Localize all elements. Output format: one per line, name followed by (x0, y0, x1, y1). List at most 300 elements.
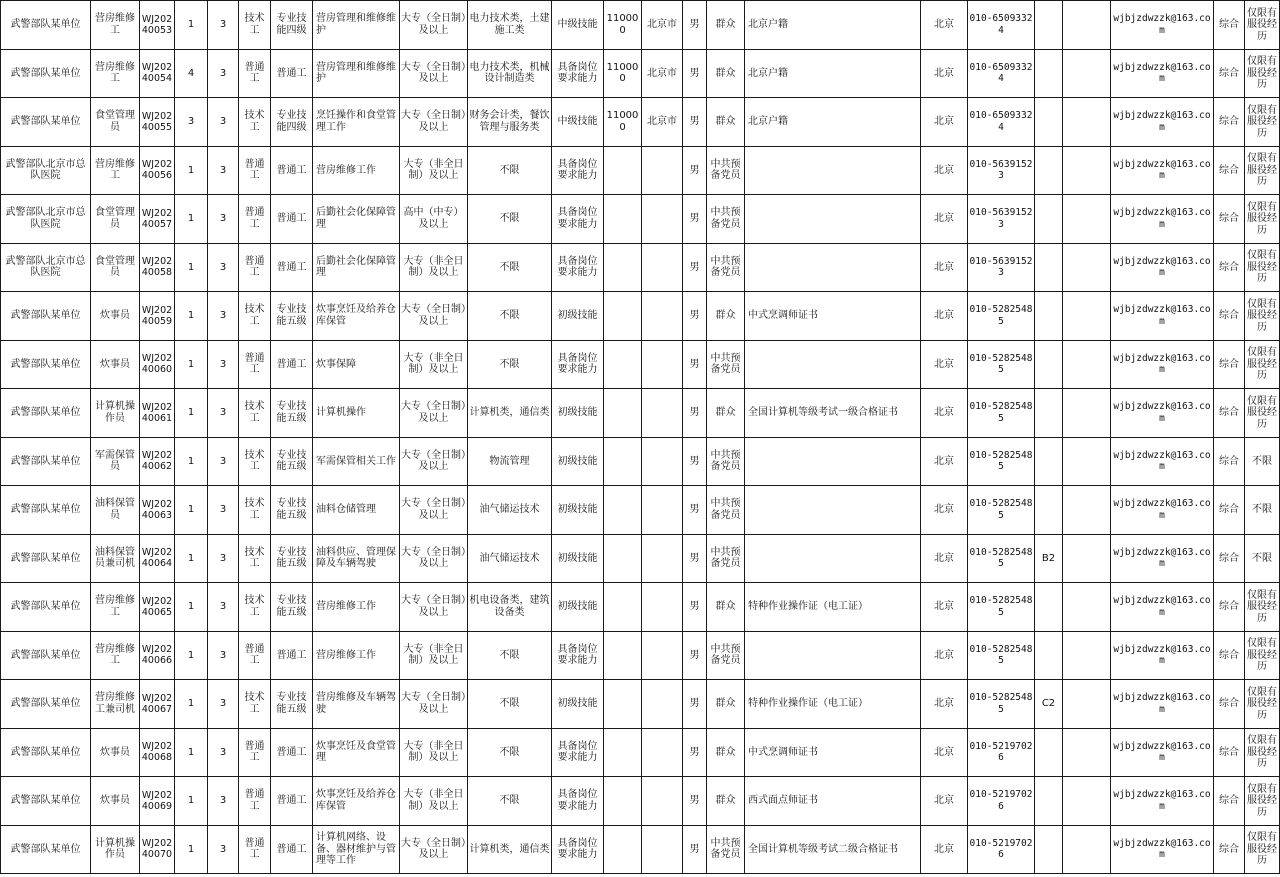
salary-cell (604, 340, 642, 389)
skill-requirement-cell: 初级技能 (552, 389, 604, 438)
major-cell: 财务会计类，餐饮管理与服务类 (468, 98, 552, 147)
duty-cell: 营房维修工作 (313, 583, 400, 632)
attempts-cell: 3 (208, 437, 239, 486)
skill-requirement-cell: 初级技能 (552, 680, 604, 729)
certificate-cell: 中式烹调师证书 (745, 728, 921, 777)
job-type-cell: 技术工 (239, 1, 271, 50)
household-cell (642, 389, 683, 438)
skill-requirement-cell: 具备岗位要求能力 (552, 243, 604, 292)
household-cell (642, 486, 683, 535)
education-cell: 大专（全日制）及以上 (400, 437, 468, 486)
service-requirement-cell: 仅限有服役经历 (1245, 583, 1280, 632)
salary-cell (604, 825, 642, 874)
work-location-cell: 北京 (921, 146, 968, 195)
duty-cell: 后勤社会化保障管理 (313, 195, 400, 244)
skill-level-cell: 普通工 (271, 777, 313, 826)
table-row (1, 728, 1280, 777)
education-cell: 大专（全日制）及以上 (400, 486, 468, 535)
attempts-cell: 3 (208, 292, 239, 341)
skill-level-cell: 普通工 (271, 146, 313, 195)
gender-cell: 男 (683, 389, 707, 438)
phone-cell: 010-65093324 (968, 49, 1035, 98)
work-location-cell: 北京 (921, 680, 968, 729)
gender-cell: 男 (683, 437, 707, 486)
education-cell: 大专（全日制）及以上 (400, 98, 468, 147)
unit-cell: 武警部队北京市总队医院 (1, 195, 91, 244)
political-status-cell: 中共预备党员 (707, 195, 745, 244)
job-type-cell: 普通工 (239, 631, 271, 680)
category-cell: 综合 (1214, 49, 1245, 98)
phone-cell: 010-56391523 (968, 146, 1035, 195)
position-cell: 油料保管员 (91, 486, 140, 535)
education-cell: 大专（全日制）及以上 (400, 389, 468, 438)
hire-count-cell: 1 (175, 728, 208, 777)
email-cell: wjbjzdwzzk@163.com (1111, 631, 1214, 680)
position-code-cell: WJ20240064 (140, 534, 175, 583)
certificate-cell (745, 631, 921, 680)
table-row (1, 146, 1280, 195)
position-cell: 营房维修工 (91, 146, 140, 195)
work-location-cell: 北京 (921, 437, 968, 486)
category-cell: 综合 (1214, 146, 1245, 195)
service-requirement-cell: 不限 (1245, 437, 1280, 486)
position-code-cell: WJ20240063 (140, 486, 175, 535)
email-cell: wjbjzdwzzk@163.com (1111, 680, 1214, 729)
political-status-cell: 群众 (707, 389, 745, 438)
position-code-cell: WJ20240056 (140, 146, 175, 195)
unit-cell: 武警部队某单位 (1, 777, 91, 826)
education-cell: 大专（全日制）及以上 (400, 583, 468, 632)
duty-cell: 军需保管相关工作 (313, 437, 400, 486)
job-type-cell: 技术工 (239, 292, 271, 341)
certificate-cell: 西式面点师证书 (745, 777, 921, 826)
unit-cell: 武警部队某单位 (1, 49, 91, 98)
hire-count-cell: 1 (175, 631, 208, 680)
phone-cell: 010-52825485 (968, 292, 1035, 341)
political-status-cell: 群众 (707, 680, 745, 729)
attempts-cell: 3 (208, 825, 239, 874)
duty-cell: 后勤社会化保障管理 (313, 243, 400, 292)
service-requirement-cell: 仅限有服役经历 (1245, 389, 1280, 438)
certificate-cell (745, 243, 921, 292)
salary-cell (604, 292, 642, 341)
position-cell: 计算机操作员 (91, 389, 140, 438)
remark-cell (1063, 534, 1111, 583)
license-cell (1035, 825, 1063, 874)
email-cell: wjbjzdwzzk@163.com (1111, 389, 1214, 438)
position-code-cell: WJ20240067 (140, 680, 175, 729)
political-status-cell: 中共预备党员 (707, 243, 745, 292)
phone-cell: 010-65093324 (968, 1, 1035, 50)
salary-cell (604, 534, 642, 583)
position-cell: 食堂管理员 (91, 243, 140, 292)
license-cell (1035, 1, 1063, 50)
gender-cell: 男 (683, 1, 707, 50)
unit-cell: 武警部队北京市总队医院 (1, 243, 91, 292)
service-requirement-cell: 仅限有服役经历 (1245, 680, 1280, 729)
duty-cell: 烹饪操作和食堂管理工作 (313, 98, 400, 147)
position-cell: 营房维修工兼司机 (91, 680, 140, 729)
salary-cell: 110000 (604, 98, 642, 147)
remark-cell (1063, 437, 1111, 486)
job-type-cell: 技术工 (239, 486, 271, 535)
attempts-cell: 3 (208, 728, 239, 777)
license-cell (1035, 146, 1063, 195)
email-cell: wjbjzdwzzk@163.com (1111, 1, 1214, 50)
salary-cell (604, 437, 642, 486)
work-location-cell: 北京 (921, 292, 968, 341)
job-type-cell: 普通工 (239, 243, 271, 292)
political-status-cell: 中共预备党员 (707, 146, 745, 195)
table-row (1, 389, 1280, 438)
education-cell: 大专（非全日制）及以上 (400, 631, 468, 680)
license-cell (1035, 631, 1063, 680)
major-cell: 油气储运技术 (468, 486, 552, 535)
skill-requirement-cell: 具备岗位要求能力 (552, 825, 604, 874)
phone-cell: 010-52825485 (968, 583, 1035, 632)
job-type-cell: 普通工 (239, 49, 271, 98)
unit-cell: 武警部队某单位 (1, 486, 91, 535)
political-status-cell: 中共预备党员 (707, 437, 745, 486)
household-cell: 北京市 (642, 98, 683, 147)
major-cell: 油气储运技术 (468, 534, 552, 583)
phone-cell: 010-52825485 (968, 340, 1035, 389)
table-row (1, 437, 1280, 486)
skill-level-cell: 普通工 (271, 728, 313, 777)
skill-requirement-cell: 中级技能 (552, 98, 604, 147)
skill-level-cell: 普通工 (271, 631, 313, 680)
work-location-cell: 北京 (921, 195, 968, 244)
table-row (1, 680, 1280, 729)
duty-cell: 营房维修工作 (313, 631, 400, 680)
certificate-cell (745, 437, 921, 486)
major-cell: 计算机类，通信类 (468, 389, 552, 438)
phone-cell: 010-52825485 (968, 486, 1035, 535)
job-type-cell: 技术工 (239, 680, 271, 729)
phone-cell: 010-52825485 (968, 437, 1035, 486)
major-cell: 电力技术类，机械设计制造类 (468, 49, 552, 98)
attempts-cell: 3 (208, 243, 239, 292)
household-cell (642, 583, 683, 632)
household-cell (642, 680, 683, 729)
political-status-cell: 群众 (707, 292, 745, 341)
major-cell: 电力技术类，土建施工类 (468, 1, 552, 50)
hire-count-cell: 1 (175, 534, 208, 583)
work-location-cell: 北京 (921, 777, 968, 826)
skill-requirement-cell: 具备岗位要求能力 (552, 777, 604, 826)
job-type-cell: 普通工 (239, 825, 271, 874)
gender-cell: 男 (683, 98, 707, 147)
work-location-cell: 北京 (921, 534, 968, 583)
service-requirement-cell: 仅限有服役经历 (1245, 1, 1280, 50)
political-status-cell: 群众 (707, 777, 745, 826)
category-cell: 综合 (1214, 631, 1245, 680)
major-cell: 物流管理 (468, 437, 552, 486)
license-cell (1035, 389, 1063, 438)
position-cell: 计算机操作员 (91, 825, 140, 874)
unit-cell: 武警部队某单位 (1, 340, 91, 389)
skill-requirement-cell: 初级技能 (552, 534, 604, 583)
major-cell: 不限 (468, 243, 552, 292)
hire-count-cell: 1 (175, 195, 208, 244)
salary-cell: 110000 (604, 1, 642, 50)
attempts-cell: 3 (208, 340, 239, 389)
duty-cell: 计算机网络、设备、器材维护与管理等工作 (313, 825, 400, 874)
remark-cell (1063, 340, 1111, 389)
table-row (1, 195, 1280, 244)
major-cell: 计算机类，通信类 (468, 825, 552, 874)
hire-count-cell: 1 (175, 389, 208, 438)
education-cell: 大专（非全日制）及以上 (400, 146, 468, 195)
remark-cell (1063, 680, 1111, 729)
education-cell: 大专（全日制）及以上 (400, 1, 468, 50)
skill-level-cell: 专业技能五级 (271, 437, 313, 486)
table-row (1, 825, 1280, 874)
major-cell: 不限 (468, 146, 552, 195)
education-cell: 大专（非全日制）及以上 (400, 728, 468, 777)
hire-count-cell: 1 (175, 146, 208, 195)
salary-cell (604, 146, 642, 195)
position-cell: 营房维修工 (91, 1, 140, 50)
phone-cell: 010-65093324 (968, 98, 1035, 147)
job-type-cell: 普通工 (239, 777, 271, 826)
remark-cell (1063, 243, 1111, 292)
skill-requirement-cell: 具备岗位要求能力 (552, 146, 604, 195)
skill-level-cell: 专业技能五级 (271, 389, 313, 438)
skill-level-cell: 普通工 (271, 243, 313, 292)
job-type-cell: 普通工 (239, 340, 271, 389)
salary-cell (604, 777, 642, 826)
household-cell (642, 146, 683, 195)
skill-level-cell: 普通工 (271, 825, 313, 874)
table-row (1, 243, 1280, 292)
phone-cell: 010-52825485 (968, 389, 1035, 438)
gender-cell: 男 (683, 292, 707, 341)
hire-count-cell: 1 (175, 777, 208, 826)
certificate-cell: 北京户籍 (745, 1, 921, 50)
remark-cell (1063, 583, 1111, 632)
unit-cell: 武警部队某单位 (1, 680, 91, 729)
position-code-cell: WJ20240054 (140, 49, 175, 98)
service-requirement-cell: 仅限有服役经历 (1245, 146, 1280, 195)
attempts-cell: 3 (208, 583, 239, 632)
salary-cell (604, 583, 642, 632)
education-cell: 大专（非全日制）及以上 (400, 777, 468, 826)
political-status-cell: 中共预备党员 (707, 534, 745, 583)
hire-count-cell: 1 (175, 583, 208, 632)
work-location-cell: 北京 (921, 486, 968, 535)
email-cell: wjbjzdwzzk@163.com (1111, 728, 1214, 777)
skill-level-cell: 专业技能五级 (271, 680, 313, 729)
hire-count-cell: 1 (175, 243, 208, 292)
hire-count-cell: 1 (175, 292, 208, 341)
certificate-cell (745, 534, 921, 583)
service-requirement-cell: 仅限有服役经历 (1245, 631, 1280, 680)
license-cell: C2 (1035, 680, 1063, 729)
category-cell: 综合 (1214, 1, 1245, 50)
unit-cell: 武警部队某单位 (1, 631, 91, 680)
skill-level-cell: 专业技能四级 (271, 1, 313, 50)
category-cell: 综合 (1214, 777, 1245, 826)
remark-cell (1063, 777, 1111, 826)
skill-requirement-cell: 初级技能 (552, 292, 604, 341)
salary-cell (604, 631, 642, 680)
email-cell: wjbjzdwzzk@163.com (1111, 195, 1214, 244)
service-requirement-cell: 仅限有服役经历 (1245, 825, 1280, 874)
job-type-cell: 技术工 (239, 98, 271, 147)
household-cell (642, 728, 683, 777)
category-cell: 综合 (1214, 437, 1245, 486)
license-cell: B2 (1035, 534, 1063, 583)
position-cell: 炊事员 (91, 340, 140, 389)
duty-cell: 炊事保障 (313, 340, 400, 389)
position-code-cell: WJ20240066 (140, 631, 175, 680)
work-location-cell: 北京 (921, 728, 968, 777)
job-type-cell: 技术工 (239, 583, 271, 632)
skill-level-cell: 专业技能五级 (271, 583, 313, 632)
certificate-cell (745, 486, 921, 535)
skill-level-cell: 普通工 (271, 340, 313, 389)
political-status-cell: 群众 (707, 98, 745, 147)
gender-cell: 男 (683, 680, 707, 729)
license-cell (1035, 486, 1063, 535)
license-cell (1035, 292, 1063, 341)
certificate-cell: 北京户籍 (745, 49, 921, 98)
education-cell: 大专（全日制）及以上 (400, 534, 468, 583)
email-cell: wjbjzdwzzk@163.com (1111, 98, 1214, 147)
category-cell: 综合 (1214, 486, 1245, 535)
household-cell (642, 631, 683, 680)
duty-cell: 炊事烹饪及给养仓库保管 (313, 292, 400, 341)
hire-count-cell: 1 (175, 437, 208, 486)
household-cell (642, 825, 683, 874)
certificate-cell: 特种作业操作证（电工证） (745, 583, 921, 632)
table-row (1, 340, 1280, 389)
gender-cell: 男 (683, 146, 707, 195)
major-cell: 不限 (468, 728, 552, 777)
work-location-cell: 北京 (921, 583, 968, 632)
attempts-cell: 3 (208, 98, 239, 147)
unit-cell: 武警部队某单位 (1, 437, 91, 486)
skill-requirement-cell: 具备岗位要求能力 (552, 340, 604, 389)
political-status-cell: 中共预备党员 (707, 825, 745, 874)
household-cell: 北京市 (642, 1, 683, 50)
phone-cell: 010-52825485 (968, 680, 1035, 729)
phone-cell: 010-52197026 (968, 825, 1035, 874)
position-cell: 军需保管员 (91, 437, 140, 486)
category-cell: 综合 (1214, 534, 1245, 583)
salary-cell (604, 243, 642, 292)
position-code-cell: WJ20240068 (140, 728, 175, 777)
service-requirement-cell: 仅限有服役经历 (1245, 340, 1280, 389)
major-cell: 不限 (468, 195, 552, 244)
license-cell (1035, 340, 1063, 389)
email-cell: wjbjzdwzzk@163.com (1111, 534, 1214, 583)
position-cell: 炊事员 (91, 292, 140, 341)
phone-cell: 010-56391523 (968, 243, 1035, 292)
remark-cell (1063, 98, 1111, 147)
political-status-cell: 中共预备党员 (707, 486, 745, 535)
work-location-cell: 北京 (921, 340, 968, 389)
household-cell (642, 534, 683, 583)
service-requirement-cell: 不限 (1245, 486, 1280, 535)
skill-requirement-cell: 具备岗位要求能力 (552, 49, 604, 98)
major-cell: 不限 (468, 680, 552, 729)
email-cell: wjbjzdwzzk@163.com (1111, 340, 1214, 389)
household-cell (642, 243, 683, 292)
unit-cell: 武警部队某单位 (1, 534, 91, 583)
unit-cell: 武警部队北京市总队医院 (1, 146, 91, 195)
duty-cell: 计算机操作 (313, 389, 400, 438)
phone-cell: 010-56391523 (968, 195, 1035, 244)
gender-cell: 男 (683, 486, 707, 535)
major-cell: 不限 (468, 292, 552, 341)
license-cell (1035, 437, 1063, 486)
political-status-cell: 群众 (707, 728, 745, 777)
salary-cell (604, 486, 642, 535)
service-requirement-cell: 仅限有服役经历 (1245, 777, 1280, 826)
work-location-cell: 北京 (921, 243, 968, 292)
email-cell: wjbjzdwzzk@163.com (1111, 583, 1214, 632)
unit-cell: 武警部队某单位 (1, 389, 91, 438)
service-requirement-cell: 仅限有服役经历 (1245, 728, 1280, 777)
political-status-cell: 群众 (707, 1, 745, 50)
position-code-cell: WJ20240061 (140, 389, 175, 438)
duty-cell: 炊事烹饪及给养仓库保管 (313, 777, 400, 826)
duty-cell: 炊事烹饪及食堂管理 (313, 728, 400, 777)
duty-cell: 油料仓储管理 (313, 486, 400, 535)
major-cell: 不限 (468, 340, 552, 389)
category-cell: 综合 (1214, 243, 1245, 292)
hire-count-cell: 3 (175, 98, 208, 147)
table-row (1, 292, 1280, 341)
duty-cell: 营房管理和维修维护 (313, 1, 400, 50)
hire-count-cell: 1 (175, 340, 208, 389)
table-row (1, 486, 1280, 535)
duty-cell: 营房维修及车辆驾驶 (313, 680, 400, 729)
political-status-cell: 中共预备党员 (707, 631, 745, 680)
attempts-cell: 3 (208, 389, 239, 438)
hire-count-cell: 1 (175, 680, 208, 729)
remark-cell (1063, 728, 1111, 777)
table-row (1, 631, 1280, 680)
major-cell: 机电设备类，建筑设备类 (468, 583, 552, 632)
skill-requirement-cell: 具备岗位要求能力 (552, 195, 604, 244)
table-row (1, 49, 1280, 98)
education-cell: 大专（全日制）及以上 (400, 825, 468, 874)
gender-cell: 男 (683, 583, 707, 632)
position-code-cell: WJ20240069 (140, 777, 175, 826)
table-row (1, 1, 1280, 50)
education-cell: 大专（非全日制）及以上 (400, 243, 468, 292)
position-cell: 营房维修工 (91, 583, 140, 632)
service-requirement-cell: 仅限有服役经历 (1245, 292, 1280, 341)
job-type-cell: 普通工 (239, 728, 271, 777)
skill-requirement-cell: 初级技能 (552, 486, 604, 535)
certificate-cell (745, 146, 921, 195)
table-row (1, 583, 1280, 632)
major-cell: 不限 (468, 631, 552, 680)
category-cell: 综合 (1214, 583, 1245, 632)
education-cell: 大专（非全日制）及以上 (400, 340, 468, 389)
gender-cell: 男 (683, 340, 707, 389)
position-code-cell: WJ20240055 (140, 98, 175, 147)
gender-cell: 男 (683, 825, 707, 874)
category-cell: 综合 (1214, 728, 1245, 777)
unit-cell: 武警部队某单位 (1, 292, 91, 341)
position-cell: 食堂管理员 (91, 195, 140, 244)
political-status-cell: 中共预备党员 (707, 340, 745, 389)
